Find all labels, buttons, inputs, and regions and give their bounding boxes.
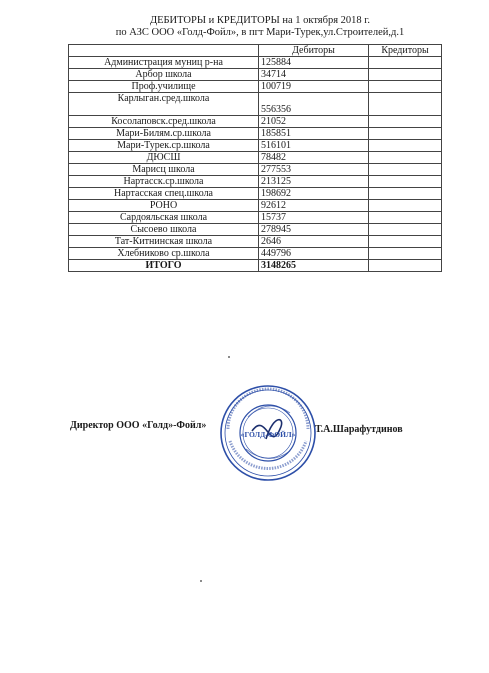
credit-value bbox=[369, 212, 442, 224]
org-name: Мари-Билям.ср.школа bbox=[69, 128, 259, 140]
credit-value bbox=[369, 176, 442, 188]
total-label: ИТОГО bbox=[69, 260, 259, 272]
scan-speck bbox=[200, 580, 202, 582]
column-header-creditors: Кредиторы bbox=[369, 45, 442, 57]
company-stamp bbox=[218, 383, 318, 483]
debtors-creditors-table bbox=[68, 44, 442, 272]
org-name: ДЮСШ bbox=[69, 152, 259, 164]
table-row bbox=[69, 128, 442, 140]
table-row bbox=[69, 188, 442, 200]
table-row bbox=[69, 176, 442, 188]
total-credit-value bbox=[369, 260, 442, 272]
debit-value: 21052 bbox=[259, 116, 369, 128]
debit-value: 2646 bbox=[259, 236, 369, 248]
debit-value: 185851 bbox=[259, 128, 369, 140]
credit-value bbox=[369, 248, 442, 260]
total-debit-value: 3148265 bbox=[259, 260, 369, 272]
table-row bbox=[69, 57, 442, 69]
org-name: Нартасск.ср.школа bbox=[69, 176, 259, 188]
debit-value: 449796 bbox=[259, 248, 369, 260]
debit-value: 213125 bbox=[259, 176, 369, 188]
credit-value bbox=[369, 128, 442, 140]
table-row bbox=[69, 116, 442, 128]
document-title: ДЕБИТОРЫ и КРЕДИТОРЫ на 1 октября 2018 г. bbox=[149, 15, 371, 26]
scan-speck bbox=[228, 356, 230, 358]
org-name: Косолаповск.сред.школа bbox=[69, 116, 259, 128]
credit-value bbox=[369, 116, 442, 128]
credit-value bbox=[369, 140, 442, 152]
debit-value: 100719 bbox=[259, 81, 369, 93]
column-header-debtors: Дебиторы bbox=[259, 45, 369, 57]
column-header-name bbox=[69, 45, 259, 57]
table-row bbox=[69, 152, 442, 164]
org-name: Нартасская спец.школа bbox=[69, 188, 259, 200]
credit-value bbox=[369, 81, 442, 93]
credit-value bbox=[369, 69, 442, 81]
debit-value: 78482 bbox=[259, 152, 369, 164]
table-row bbox=[69, 81, 442, 93]
signatory-position: Директор ООО «Голд»-Фойл» bbox=[70, 420, 207, 431]
table-row bbox=[69, 236, 442, 248]
org-name: Марисц школа bbox=[69, 164, 259, 176]
debit-value: 277553 bbox=[259, 164, 369, 176]
debit-value: 34714 bbox=[259, 69, 369, 81]
org-name: Сардояльская школа bbox=[69, 212, 259, 224]
credit-value bbox=[369, 93, 442, 116]
org-name: Сысоево школа bbox=[69, 224, 259, 236]
table-row bbox=[69, 69, 442, 81]
org-name: Администрация муниц р-на bbox=[69, 57, 259, 69]
document-subtitle: по АЗС ООО «Голд-Фойл», в пгт Мари-Турек,ул.Строителей,д.1 bbox=[115, 27, 405, 38]
debit-value: 125884 bbox=[259, 57, 369, 69]
credit-value bbox=[369, 224, 442, 236]
credit-value bbox=[369, 152, 442, 164]
total-row bbox=[69, 260, 442, 272]
credit-value bbox=[369, 188, 442, 200]
org-name: Арбор школа bbox=[69, 69, 259, 81]
org-name: Мари-Турек.ср.школа bbox=[69, 140, 259, 152]
debit-value: 556356 bbox=[259, 93, 369, 116]
org-name: РОНО bbox=[69, 200, 259, 212]
credit-value bbox=[369, 200, 442, 212]
table-row bbox=[69, 93, 442, 116]
org-name: Карлыган.сред.школа bbox=[69, 93, 259, 116]
org-name: Проф.училище bbox=[69, 81, 259, 93]
table-header-row bbox=[69, 45, 442, 57]
debit-value: 516101 bbox=[259, 140, 369, 152]
debit-value: 92612 bbox=[259, 200, 369, 212]
credit-value bbox=[369, 164, 442, 176]
org-name: Хлебниково ср.школа bbox=[69, 248, 259, 260]
table-row bbox=[69, 224, 442, 236]
table-row bbox=[69, 212, 442, 224]
debit-value: 278945 bbox=[259, 224, 369, 236]
debit-value: 15737 bbox=[259, 212, 369, 224]
credit-value bbox=[369, 236, 442, 248]
table-row bbox=[69, 140, 442, 152]
org-name: Тат-Китнинская школа bbox=[69, 236, 259, 248]
credit-value bbox=[369, 57, 442, 69]
signatory-name: Т.А.Шарафутдинов bbox=[315, 424, 403, 435]
table-row bbox=[69, 200, 442, 212]
table-row bbox=[69, 164, 442, 176]
debit-value: 198692 bbox=[259, 188, 369, 200]
table-row bbox=[69, 248, 442, 260]
stamp-text: «ГОЛД-ФОЙЛ» bbox=[240, 430, 296, 439]
